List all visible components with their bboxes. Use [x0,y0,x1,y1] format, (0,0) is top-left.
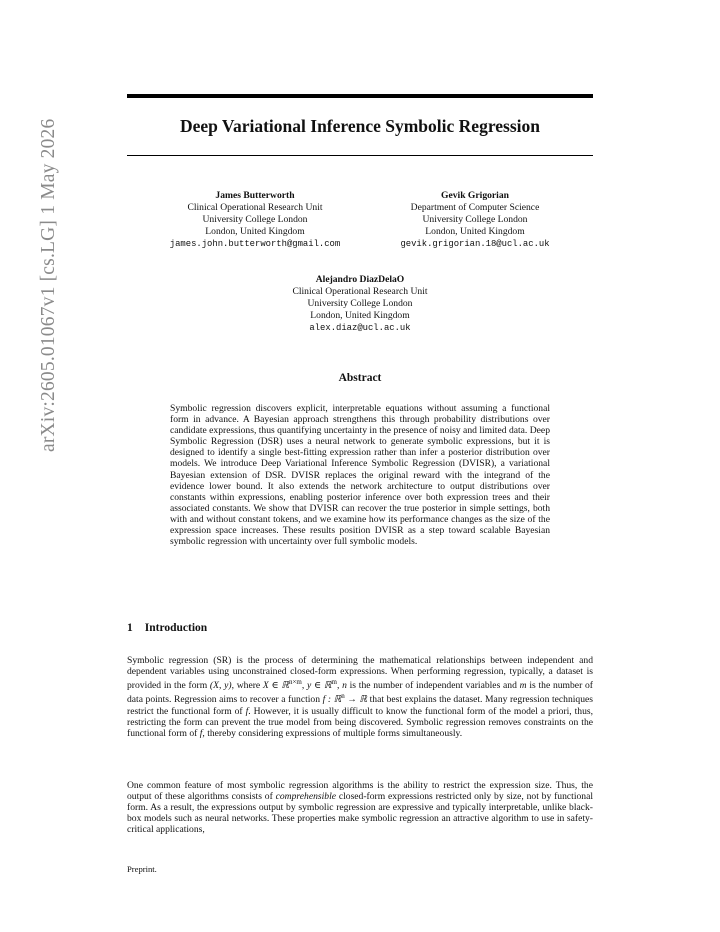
arxiv-identifier: arXiv:2605.01067v1 [cs.LG] 1 May 2026 [38,118,59,452]
math-inline: f : ℝ [322,694,342,706]
author-location: London, United Kingdom [310,310,410,321]
author-email: alex.diaz@ucl.ac.uk [309,323,411,333]
author-block-2 [380,190,570,250]
math-inline: f [245,705,249,717]
abstract-heading: Abstract [338,372,382,384]
author-institution: University College London [307,298,413,309]
author-name: James Butterworth [215,190,295,201]
title-bottom-rule [127,155,593,156]
math-inline: y ∈ ℝ [307,680,332,692]
math-inline: n [342,680,347,692]
intro-paragraph-1: Symbolic regression (SR) is the process of determining the mathematical relationships between independent and dependent variables using unconstrained closed-form expressions. When performing regression, typically, a dataset is provided in the form (X, y), where X ∈ ℝ$^{n\times m}$, y ∈ ℝ$^m$, n is the number of independent variables and m is the number of data points. Regression aims to recover a function f : ℝ$^n$ → ℝ that best explains the dataset. Many regression techniques restrict the functional form of f. However, it is usually difficult to know the functional form of the model a priori, thus, restricting the form can prevent the true model from being discovered. Symbolic regression removes constraints on the functional form of f, thereby considering expressions of multiple forms simultaneously. [127,655,594,739]
author-location: London, United Kingdom [205,226,305,237]
math-inline: X ∈ ℝ [262,680,289,692]
math-inline: f [199,727,203,739]
abstract-text: Symbolic regression discovers explicit, interpretable equations without assuming a functional form in advance. A Bayesian approach strengthens this through probability distributions over candidate expressions, thus quantifying uncertainty in the presence of noisy and limited data. Deep Symbolic Regression (DSR) uses a neural network to generate symbolic expressions, but it is designed to identify a single best-fitting expression rather than infer a posterior distribution over models. We introduce Deep Variational Inference Symbolic Regression (DVISR), a variational Bayesian extension of DSR. DVISR replaces the original reward with the integrand of the evidence lower bound. It also extends the network architecture to output distributions over constants within expressions, enabling posterior inference over both expression trees and their associated constants. We show that DVISR can recover the true posterior in simple settings, both with and without constant tokens, and we examine how its performance changes as the size of the expression space increases. These results position DVISR as a step toward scalable Bayesian symbolic regression with uncertainty over full symbolic models. [170,403,550,548]
section-title: Introduction [144,622,208,634]
math-inline: (X, y) [209,680,232,692]
author-block-3 [260,274,460,334]
author-affiliation: Clinical Operational Research Unit [187,202,323,213]
author-institution: University College London [422,214,528,225]
math-superscript: m [331,678,337,687]
author-affiliation: Department of Computer Science [410,202,540,213]
author-name: Alejandro DiazDelaO [315,274,405,285]
paper-title: Deep Variational Inference Symbolic Regression [179,116,541,136]
author-name: Gevik Grigorian [441,190,509,201]
author-block-1 [150,190,360,250]
footer-note: Preprint. [127,864,157,874]
math-inline: m [519,680,527,692]
author-email: james.john.butterworth@gmail.com [169,239,341,249]
section-heading [127,622,207,634]
author-affiliation: Clinical Operational Research Unit [292,286,428,297]
math-superscript: n [341,692,345,701]
math-superscript: n×m [288,678,302,687]
arxiv-margin [10,0,59,932]
section-number: 1 [127,622,133,634]
author-institution: University College London [202,214,308,225]
intro-paragraph-2: One common feature of most symbolic regression algorithms is the ability to restrict the expression size. Thus, the output of these algorithms consists of comprehensible closed-form expressions restricted only by size, not by functional form. As a result, the expressions output by symbolic regression are expressive and typically interpretable, unlike black-box models such as neural networks. These properties make symbolic regression an attractive algorithm to use in safety-critical applications, [127,780,594,836]
title-top-rule [127,94,593,98]
emphasis-text: comprehensible [275,791,337,803]
author-location: London, United Kingdom [425,226,525,237]
author-email: gevik.grigorian.18@ucl.ac.uk [400,239,550,249]
math-inline: → ℝ [344,694,368,706]
